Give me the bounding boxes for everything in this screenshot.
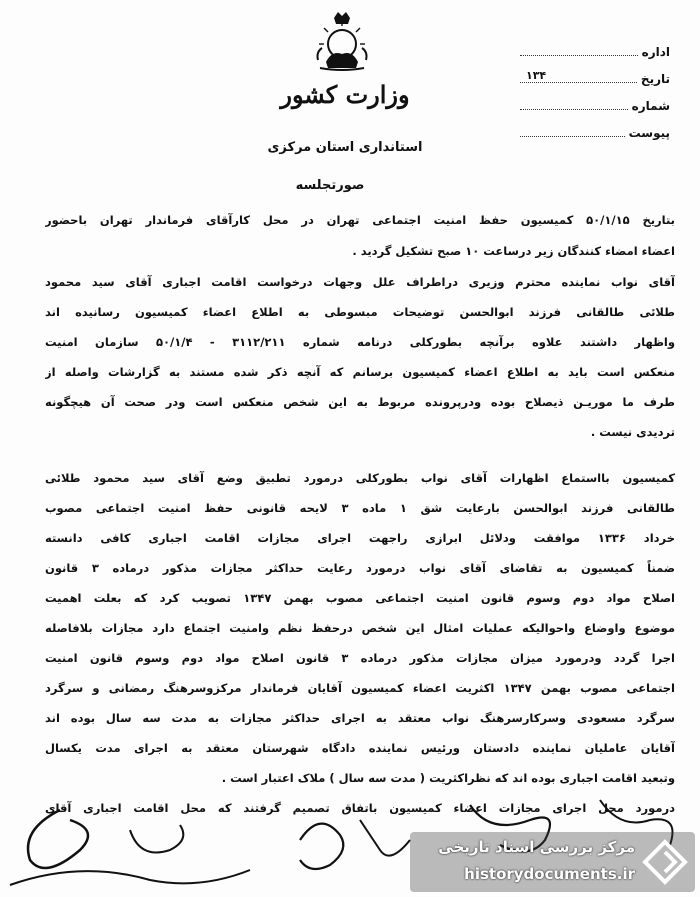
province-name: استانداری استان مرکزی xyxy=(267,140,423,155)
body-line: موضوع واوضاع واحوالیکه عملیات امثال این شخص درحفظ نظم وامنیت اجتماع دارد مجازات بلافاصله xyxy=(45,621,675,635)
body-line: اعضاء امضاء کنندگان زیر درساعت ۱۰ صبح تشکیل گردید . xyxy=(352,244,675,258)
header-fields xyxy=(520,32,670,140)
field-date xyxy=(520,59,670,86)
body-line: سرگرد مسعودی وسرکارسرهنگ نواب معتقد به اجرای حداکثر مجازات به مدت سه سال بوده اند xyxy=(45,711,675,725)
field-line xyxy=(520,124,625,137)
ministry-name: وزارت کشور xyxy=(280,80,410,109)
body-line: ضمناً کمیسیون به تقاضای آقای نواب درمورد رعایت حداکثر مجازات مذکور درماده ۳ قانون xyxy=(45,561,675,575)
field-label: شماره xyxy=(631,99,670,113)
field-line xyxy=(520,70,637,83)
field-line xyxy=(520,97,628,110)
body-line: وتبعید اقامت اجباری بوده اند که نظراکثریت ( مدت سه سال ) ملاک اعتبار است . xyxy=(221,771,675,785)
body-line: بتاریخ ۵۰/۱/۱۵ کمیسیون حفظ امنیت اجتماعی تهران در محل کارآقای فرماندار تهران باحضور xyxy=(45,213,675,227)
body-line: واظهار داشتند علاوه برآنچه بطورکلی درنامه شماره ۳۱۱۲/۲۱۱ - ۵۰/۱/۴ سازمان امنیت xyxy=(45,335,675,349)
body-line: آقایان عاملیان نماینده دادستان ورئیس نماینده دادگاه شهرستان معتقد به اجرای مدت یکسال xyxy=(45,741,675,755)
body-line: طلائی طالقانی فرزند ابوالحسن توضیحات مبسوطی به اطلاع اعضاء کمیسیون رسانیده اند xyxy=(45,305,675,319)
body-line: درمورد محل اجرای مجازات اعضاء کمیسیون باتفاق تصمیم گرفتند که محل اقامت اجباری آقای xyxy=(45,801,675,815)
body-line: اجرا گردد ودرمورد میزان مجازات مذکور درماده ۳ قانون اصلاح مواد دوم وسوم قانون امنیت xyxy=(45,651,675,665)
document-title: صورتجلسه xyxy=(295,178,365,193)
field-value: ۱۳۴ xyxy=(526,69,547,82)
body-line: منعکس است باید به اطلاع اعضاء کمیسیون برسانم که آنچه ذکر شده مستند به گزارشات واصله از xyxy=(45,365,675,379)
watermark-english-text: historydocuments.ir xyxy=(464,865,635,883)
lion-and-sun-emblem-icon xyxy=(312,10,372,72)
document-body xyxy=(45,205,675,823)
field-attachment xyxy=(520,113,670,140)
watermark-persian-text: مرکز بررسی اسناد تاریخی xyxy=(438,838,635,856)
field-office xyxy=(520,32,670,59)
body-line: آقای نواب نماینده محترم وزیری دراطراف علل وجهات درخواست اقامت اجباری آقای سید محمود xyxy=(45,275,675,289)
field-line xyxy=(520,43,638,56)
body-line: اصلاح مواد دوم وسوم قانون امنیت اجتماعی مصوب بهمن ۱۳۴۷ تصویب کرد که بعلت اهمیت xyxy=(45,591,675,605)
field-label: تاریخ xyxy=(640,72,670,86)
body-line: طالقانی فرزند ابوالحسن بارعایت شق ۱ ماده ۳ لایحه قانونی حفظ امنیت اجتماعی مصوب xyxy=(45,501,675,515)
body-line: کمیسیون بااستماع اظهارات آقای نواب بطورکلی درمورد تطبیق وضع آقای سید محمود طلائی xyxy=(45,471,675,485)
field-label: اداره xyxy=(641,45,670,59)
field-label: پیوست xyxy=(628,126,670,140)
historydocuments-logo-icon xyxy=(641,838,689,886)
body-line: خرداد ۱۳۳۶ موافقت ودلائل ابرازی راجهت اجرای مجازات اقامت اجباری کافی دانسته xyxy=(45,531,675,545)
body-line: تردیدی نیست . xyxy=(590,425,675,439)
body-line: طرف ما موریـن ذیصلاح بوده ودرپرونده مربوط به این شخص منعکس است ودر صحت آن هیچگونه xyxy=(45,395,675,409)
field-number xyxy=(520,86,670,113)
body-line: اجتماعی مصوب بهمن ۱۳۴۷ اکثریت اعضاء کمیسیون آقایان فرماندار مرکزوسرهنگ رمضانی و سرگرد xyxy=(45,681,675,695)
watermark xyxy=(410,832,695,892)
